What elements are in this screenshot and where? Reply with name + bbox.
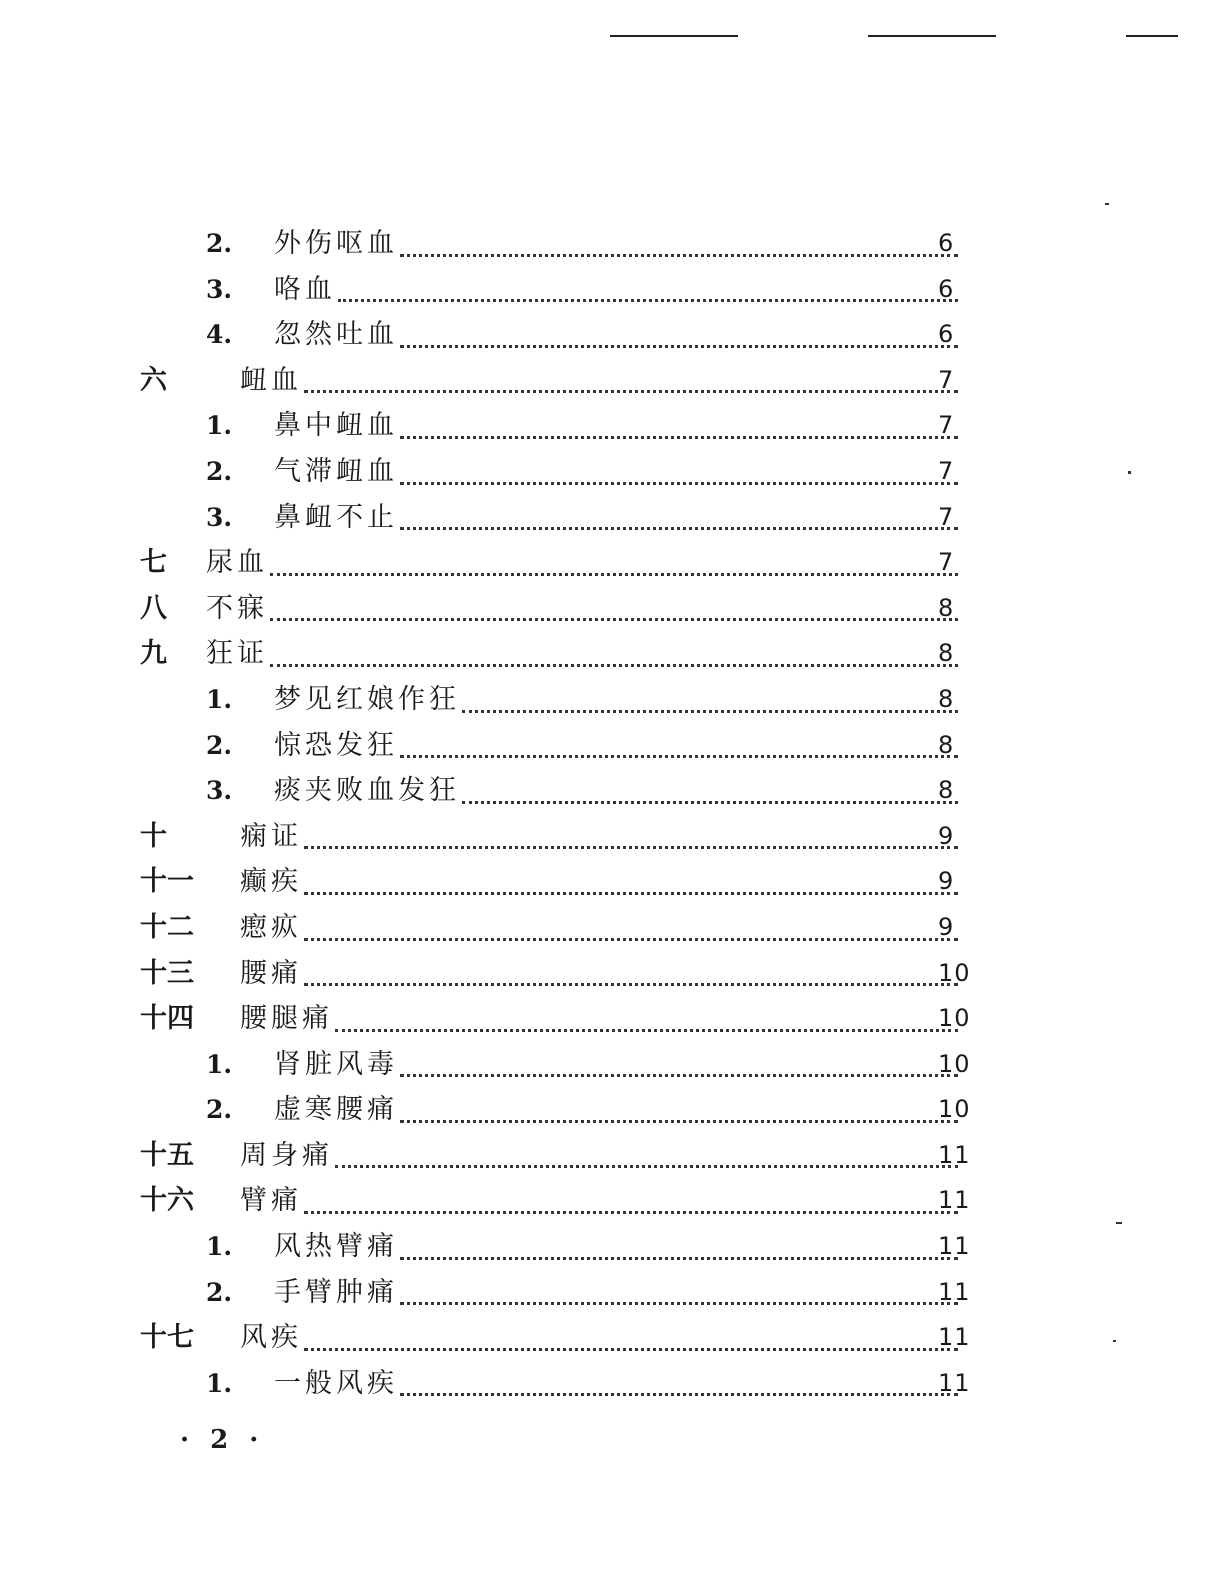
toc-entry-title: 忽然吐血 (274, 319, 398, 351)
dot-leader (335, 1029, 958, 1032)
toc-entry-title-line (206, 540, 962, 586)
dot-leader (304, 390, 958, 393)
toc-entry-title-line (240, 1315, 962, 1361)
toc-entry-number: 2. (206, 456, 233, 486)
dot-leader (270, 573, 958, 576)
toc-entry (0, 1361, 1224, 1407)
dot-leader (270, 664, 958, 667)
toc-entry (0, 540, 1224, 586)
toc-entry-title: 臂痛 (240, 1185, 302, 1217)
toc-entry (0, 586, 1224, 632)
dot-leader (400, 527, 958, 530)
toc-entry-number: 1. (206, 411, 233, 441)
toc-entry (0, 1087, 1224, 1133)
toc-entry-title-line (240, 859, 962, 905)
toc-entry-number: 2. (206, 1095, 233, 1125)
toc-entry-page: 8 (938, 776, 955, 805)
toc-entry (0, 723, 1224, 769)
toc-entry-title-line (274, 723, 962, 769)
toc-entry-page: 8 (938, 730, 955, 759)
toc-entry-page: 7 (938, 411, 955, 440)
toc-entry-title: 风疾 (240, 1322, 302, 1354)
toc-entry-title-line (274, 403, 962, 449)
toc-entry-title: 腰腿痛 (240, 1003, 333, 1035)
toc-entry-number: 十五 (140, 1139, 194, 1171)
toc-entry-number: 2. (206, 1277, 233, 1307)
toc-entry-page: 8 (938, 684, 955, 713)
dot-leader (400, 254, 958, 257)
dot-leader (400, 482, 958, 485)
toc-entry-page: 7 (938, 548, 955, 577)
toc-entry-page: 11 (938, 1232, 971, 1261)
dot-leader (400, 1302, 958, 1305)
toc-entry-number: 七 (140, 547, 167, 579)
toc-entry-page: 11 (938, 1186, 971, 1215)
scan-speck (1105, 203, 1109, 205)
table-of-contents (0, 221, 1224, 1406)
toc-entry (0, 1133, 1224, 1179)
toc-entry-title: 不寐 (206, 592, 268, 624)
toc-entry-page: 6 (938, 320, 955, 349)
toc-entry (0, 996, 1224, 1042)
toc-entry-title-line (274, 677, 962, 723)
toc-entry-title: 外伤呕血 (274, 228, 398, 259)
toc-entry-title: 痰夹败血发狂 (274, 775, 460, 807)
toc-entry-number: 十 (140, 820, 167, 852)
toc-entry-number: 十四 (140, 1003, 194, 1035)
toc-entry (0, 403, 1224, 449)
toc-entry-title: 周身痛 (240, 1139, 333, 1171)
toc-entry-number: 3. (206, 776, 233, 806)
toc-entry-number: 十七 (140, 1322, 194, 1354)
dot-leader (270, 618, 958, 621)
toc-entry-number: 六 (140, 364, 167, 396)
dot-leader (338, 299, 958, 302)
toc-entry (0, 1224, 1224, 1270)
toc-entry-number: 2. (206, 229, 233, 258)
toc-entry-page: 9 (938, 867, 955, 896)
toc-entry-page: 9 (938, 821, 955, 850)
toc-entry-page: 10 (938, 1095, 971, 1124)
toc-entry (0, 267, 1224, 313)
toc-entry-number: 3. (206, 274, 233, 304)
toc-entry-title: 狂证 (206, 638, 268, 670)
toc-entry-title: 气滞衄血 (274, 455, 398, 487)
toc-entry-title: 惊恐发狂 (274, 729, 398, 761)
toc-entry-title-line (240, 814, 962, 860)
dot-leader (400, 1393, 958, 1396)
toc-entry (0, 905, 1224, 951)
toc-entry (0, 1042, 1224, 1088)
toc-entry-number: 八 (140, 592, 167, 624)
toc-entry-page: 8 (938, 593, 955, 622)
toc-entry-title: 鼻衄不止 (274, 501, 398, 533)
toc-entry-number: 4. (206, 320, 233, 350)
toc-entry-page: 11 (938, 1323, 971, 1352)
dot-leader (400, 755, 958, 758)
toc-entry-number: 1. (206, 1368, 233, 1398)
toc-entry-title: 鼻中衄血 (274, 410, 398, 442)
toc-entry-page: 11 (938, 1140, 971, 1169)
toc-entry-page: 9 (938, 912, 955, 941)
toc-entry-title-line (274, 312, 962, 358)
toc-entry-number: 十二 (140, 911, 194, 943)
dot-leader (400, 345, 958, 348)
toc-entry-title-line (240, 951, 962, 997)
toc-entry-title-line (240, 1178, 962, 1224)
toc-entry-title: 手臂肿痛 (274, 1276, 398, 1308)
toc-entry-page: 11 (938, 1277, 971, 1306)
toc-entry-number: 3. (206, 502, 233, 532)
dot-leader (462, 801, 958, 804)
toc-entry-title: 虚寒腰痛 (274, 1094, 398, 1126)
toc-entry-number: 1. (206, 1232, 233, 1262)
toc-entry-title: 肾脏风毒 (274, 1048, 398, 1080)
toc-entry-title-line (274, 267, 962, 313)
toc-entry-title: 衄血 (240, 364, 302, 396)
toc-entry (0, 221, 1224, 267)
dot-leader (304, 983, 958, 986)
top-rule-1 (610, 35, 738, 37)
dot-leader (304, 892, 958, 895)
toc-entry (0, 1270, 1224, 1316)
dot-leader (304, 938, 958, 941)
dot-leader (304, 846, 958, 849)
toc-entry-title-line (206, 631, 962, 677)
toc-entry-title: 一般风疾 (274, 1367, 398, 1399)
toc-entry-title-line (274, 1361, 962, 1407)
toc-entry (0, 312, 1224, 358)
toc-entry-title-line (240, 905, 962, 951)
toc-entry-number: 九 (140, 638, 167, 670)
dot-leader (400, 436, 958, 439)
toc-entry-title: 腰痛 (240, 957, 302, 989)
toc-entry-number: 2. (206, 730, 233, 760)
toc-entry-number: 十一 (140, 866, 194, 898)
toc-entry-title-line (206, 586, 962, 632)
toc-entry-number: 十三 (140, 957, 194, 989)
toc-entry (0, 495, 1224, 541)
toc-entry (0, 358, 1224, 404)
dot-leader (462, 710, 958, 713)
toc-entry-page: 6 (938, 274, 955, 303)
dot-leader (304, 1211, 958, 1214)
toc-entry-number: 十六 (140, 1185, 194, 1217)
toc-entry-title: 咯血 (274, 273, 336, 305)
toc-entry-page: 7 (938, 365, 955, 394)
dot-leader (400, 1120, 958, 1123)
toc-entry (0, 768, 1224, 814)
top-rule-2 (868, 35, 996, 37)
toc-entry-page: 11 (938, 1368, 971, 1397)
toc-entry-title-line (274, 1087, 962, 1133)
toc-entry-page: 10 (938, 1049, 971, 1078)
dot-leader (304, 1348, 958, 1351)
toc-entry (0, 677, 1224, 723)
toc-entry-title-line (274, 768, 962, 814)
toc-entry-page: 7 (938, 456, 955, 485)
toc-entry-title: 痫证 (240, 820, 302, 852)
toc-entry-number: 1. (206, 1049, 233, 1079)
toc-entry-title-line (274, 1042, 962, 1088)
toc-entry-title-line (274, 221, 962, 267)
toc-entry-title: 瘛疭 (240, 911, 302, 943)
toc-entry-title: 风热臂痛 (274, 1231, 398, 1263)
toc-entry-title-line (274, 495, 962, 541)
toc-entry-title: 尿血 (206, 547, 268, 579)
toc-entry-page: 10 (938, 1004, 971, 1033)
toc-entry (0, 859, 1224, 905)
dot-leader (335, 1165, 958, 1168)
toc-entry-page: 6 (938, 229, 955, 257)
dot-leader (400, 1074, 958, 1077)
toc-entry (0, 1178, 1224, 1224)
toc-entry-title-line (240, 996, 962, 1042)
toc-entry-page: 7 (938, 502, 955, 531)
toc-entry-title-line (274, 1270, 962, 1316)
toc-entry-title: 梦见红娘作狂 (274, 683, 460, 715)
toc-entry (0, 1315, 1224, 1361)
top-rule-3 (1126, 35, 1178, 37)
toc-entry-page: 8 (938, 639, 955, 668)
toc-entry-title-line (240, 1133, 962, 1179)
dot-leader (400, 1257, 958, 1260)
toc-entry (0, 951, 1224, 997)
toc-entry-number: 1. (206, 684, 233, 714)
page-number-footer: · 2 · (180, 1425, 265, 1455)
toc-entry (0, 449, 1224, 495)
toc-entry-title-line (274, 449, 962, 495)
toc-entry-title-line (240, 358, 962, 404)
toc-entry (0, 814, 1224, 860)
toc-entry-title-line (274, 1224, 962, 1270)
toc-entry-page: 10 (938, 958, 971, 987)
toc-entry (0, 631, 1224, 677)
toc-entry-title: 癫疾 (240, 866, 302, 898)
